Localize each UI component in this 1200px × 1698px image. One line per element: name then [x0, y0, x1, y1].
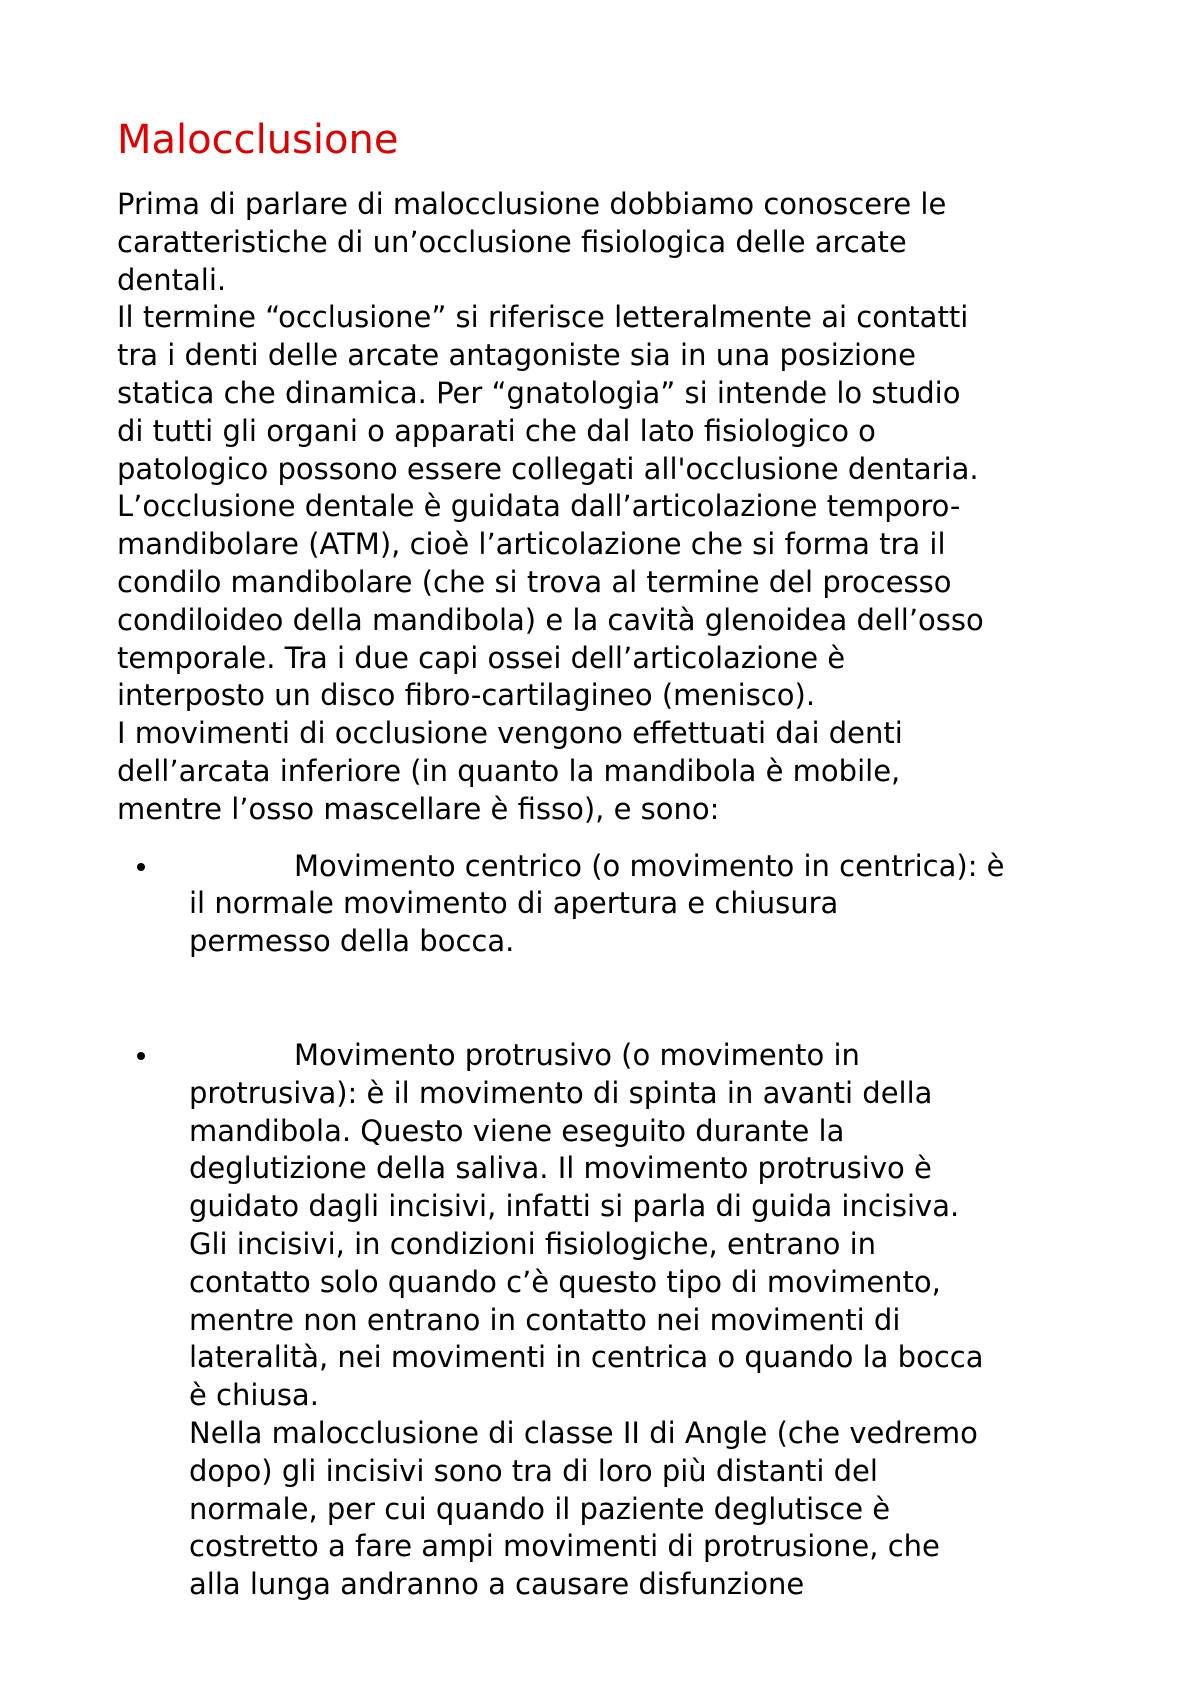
- bullet-text-line: [189, 1037, 1117, 1075]
- bullet-text-line: alla lunga andranno a causare disfunzione: [189, 1567, 805, 1602]
- bullet-text: Movimento centrico (o movimento in centrica): è: [294, 848, 1005, 883]
- document-title: Malocclusione: [117, 117, 399, 163]
- bullet-text-line: Gli incisivi, in condizioni fisiologiche, entrano in: [189, 1226, 877, 1261]
- text-line: patologico possono essere collegati all'occlusione dentaria.: [117, 451, 979, 486]
- bullet-text-line: permesso della bocca.: [189, 924, 515, 959]
- text-line: mandibolare (ATM), cioè l’articolazione che si forma tra il: [117, 527, 946, 562]
- text-line: caratteristiche di un’occlusione fisiologica delle arcate: [117, 224, 907, 259]
- text-line: interposto un disco fibro-cartilagineo (menisco).: [117, 678, 816, 713]
- bullet-text-line: Nella malocclusione di classe II di Angle (che vedremo: [189, 1415, 978, 1450]
- bullet-text-line: costretto a fare ampi movimenti di protrusione, che: [189, 1529, 940, 1564]
- text-line: temporale. Tra i due capi ossei dell’articolazione è: [117, 640, 846, 675]
- text-line: condilo mandibolare (che si trova al termine del processo: [117, 564, 952, 599]
- bullet-list: [117, 848, 1117, 1604]
- intro-paragraph: [117, 186, 1117, 829]
- text-line: tra i denti delle arcate antagoniste sia in una posizione: [117, 338, 917, 373]
- text-line: Prima di parlare di malocclusione dobbiamo conoscere le: [117, 187, 947, 221]
- bullet-text-line: dopo) gli incisivi sono tra di loro più distanti del: [189, 1453, 878, 1488]
- text-line: di tutti gli organi o apparati che dal lato fisiologico o: [117, 413, 876, 448]
- bullet-text-line: [189, 848, 1117, 886]
- bullet-text-line: è chiusa.: [189, 1378, 319, 1413]
- bullet-text-line: il normale movimento di apertura e chiusura: [189, 886, 839, 921]
- bullet-text: Movimento protrusivo (o movimento in: [294, 1037, 860, 1072]
- text-line: I movimenti di occlusione vengono effettuati dai denti: [117, 716, 903, 751]
- bullet-text-line: mentre non entrano in contatto nei movimenti di: [189, 1302, 901, 1337]
- bullet-item-protrusive-movement: [117, 1037, 1117, 1604]
- bullet-text-line: normale, per cui quando il paziente deglutisce è: [189, 1491, 891, 1526]
- text-line: condiloideo della mandibola) e la cavità glenoidea dell’osso: [117, 602, 984, 637]
- text-line: dell’arcata inferiore (in quanto la mandibola è mobile,: [117, 753, 901, 788]
- text-line: mentre l’osso mascellare è fisso), e sono:: [117, 791, 720, 826]
- bullet-dot-icon: [137, 863, 145, 871]
- document-page: [117, 112, 1117, 1604]
- text-line: statica che dinamica. Per “gnatologia” si intende lo studio: [117, 375, 961, 410]
- bullet-text-line: mandibola. Questo viene eseguito durante la: [189, 1113, 845, 1148]
- text-line: Il termine “occlusione” si riferisce letteralmente ai contatti: [117, 300, 969, 335]
- text-line: dentali.: [117, 262, 227, 297]
- bullet-text-line: protrusiva): è il movimento di spinta in avanti della: [189, 1075, 933, 1110]
- text-line: L’occlusione dentale è guidata dall’articolazione temporo-: [117, 489, 961, 524]
- bullet-item-centric-movement: [117, 848, 1117, 961]
- bullet-dot-icon: [137, 1052, 145, 1060]
- bullet-text-line: deglutizione della saliva. Il movimento protrusivo è: [189, 1151, 932, 1186]
- bullet-text-line: lateralità, nei movimenti in centrica o quando la bocca: [189, 1340, 984, 1375]
- bullet-text-line: contatto solo quando c’è questo tipo di movimento,: [189, 1264, 941, 1299]
- bullet-text-line: guidato dagli incisivi, infatti si parla di guida incisiva.: [189, 1189, 960, 1224]
